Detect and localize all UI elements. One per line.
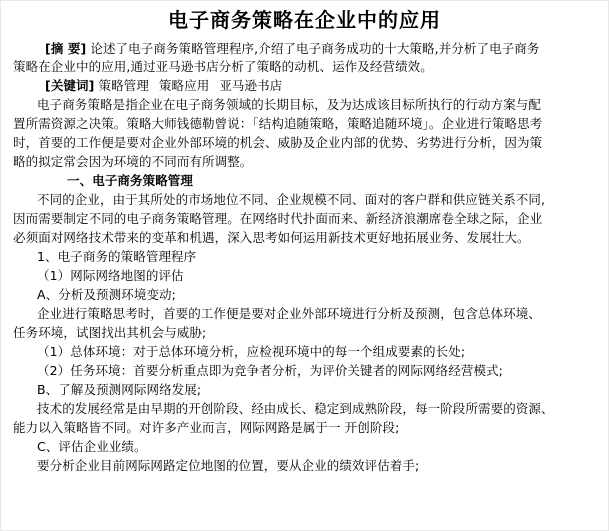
body-line-11: A、分析及预测环境变动;	[37, 287, 176, 302]
keyword-2: 策略应用	[158, 78, 210, 93]
body-line-4: 略的拟定常会因为环境的不同而有所调整。	[13, 154, 253, 169]
body-line-6: 不同的企业，由于其所处的市场地位不同、企业规模不同、面对的客户群和供应链关系不同,	[37, 192, 546, 207]
body-line-1: 电子商务策略是指企业在电子商务领域的长期目标，及为达成该目标所执行的行动方案与配	[37, 97, 542, 112]
body-line-12: 企业进行策略思考时，首要的工作便是要对企业外部环境进行分析及预测，包含总体环境、	[37, 306, 542, 321]
body-line-19: C、评估企业业绩。	[37, 439, 147, 454]
body-line-14: （1）总体环境：对于总体环境分析，应检视环境中的每一个组成要素的长处;	[37, 344, 466, 359]
subsection-heading: 1、电子商务的策略管理程序	[37, 249, 197, 264]
abstract-label: [摘 要]	[45, 41, 87, 56]
body-line-2: 置所需资源之决策。策略大师钱德勒曾说：「结构追随策略，策略追随环境」。企业进行策略思考	[13, 116, 543, 131]
keyword-1: 策略管理	[98, 78, 149, 93]
abstract-line-1	[45, 40, 540, 58]
body-line-7: 因而需要制定不同的电子商务策略管理。在网络时代扑面而来、新经济浪潮席卷全球之际，企业	[13, 211, 543, 226]
abstract-line-2: 策略在企业中的应用,通过亚马逊书店分析了策略的动机、运作及经营绩效。	[13, 59, 433, 74]
body-line-16: B、了解及预测网际网络发展;	[37, 382, 202, 397]
body-line-18: 能力以入策略皆不同。对许多产业而言，网际网路是属于一 开创阶段;	[13, 420, 400, 435]
section-heading: 一、电子商务策略管理	[67, 173, 194, 188]
body-line-13: 任务环境，试图找出其机会与威胁;	[13, 325, 207, 340]
body-line-15: （2）任务环境：首要分析重点即为竞争者分析，为评价关键者的网际网络经营模式;	[37, 363, 503, 378]
abstract-text-1: 论述了电子商务策略管理程序,介绍了电子商务成功的十大策略,并分析了电子商务	[90, 41, 540, 56]
body-line-17: 技术的发展经常是由早期的开创阶段、经由成长、稳定到成熟阶段，每一阶段所需要的资源、	[37, 401, 554, 416]
body-line-20: 要分析企业目前网际网路定位地图的位置，要从企业的绩效评估着手;	[37, 458, 420, 473]
keywords-label: [关键词]	[45, 78, 95, 93]
keyword-3: 亚马逊书店	[219, 78, 283, 93]
document-title: 电子商务策略在企业中的应用	[168, 8, 441, 32]
keywords-line	[45, 77, 282, 95]
body-line-3: 时，首要的工作便是要对企业外部环境的机会、威胁及企业内部的优势、劣势进行分析，因为策	[13, 135, 543, 150]
body-line-8: 必须面对网络技术带来的变革和机遇，深入思考如何运用新技术更好地拓展业务、发展壮大。	[13, 230, 530, 245]
body-line-10: （1）网际网络地图的评估	[37, 268, 184, 283]
